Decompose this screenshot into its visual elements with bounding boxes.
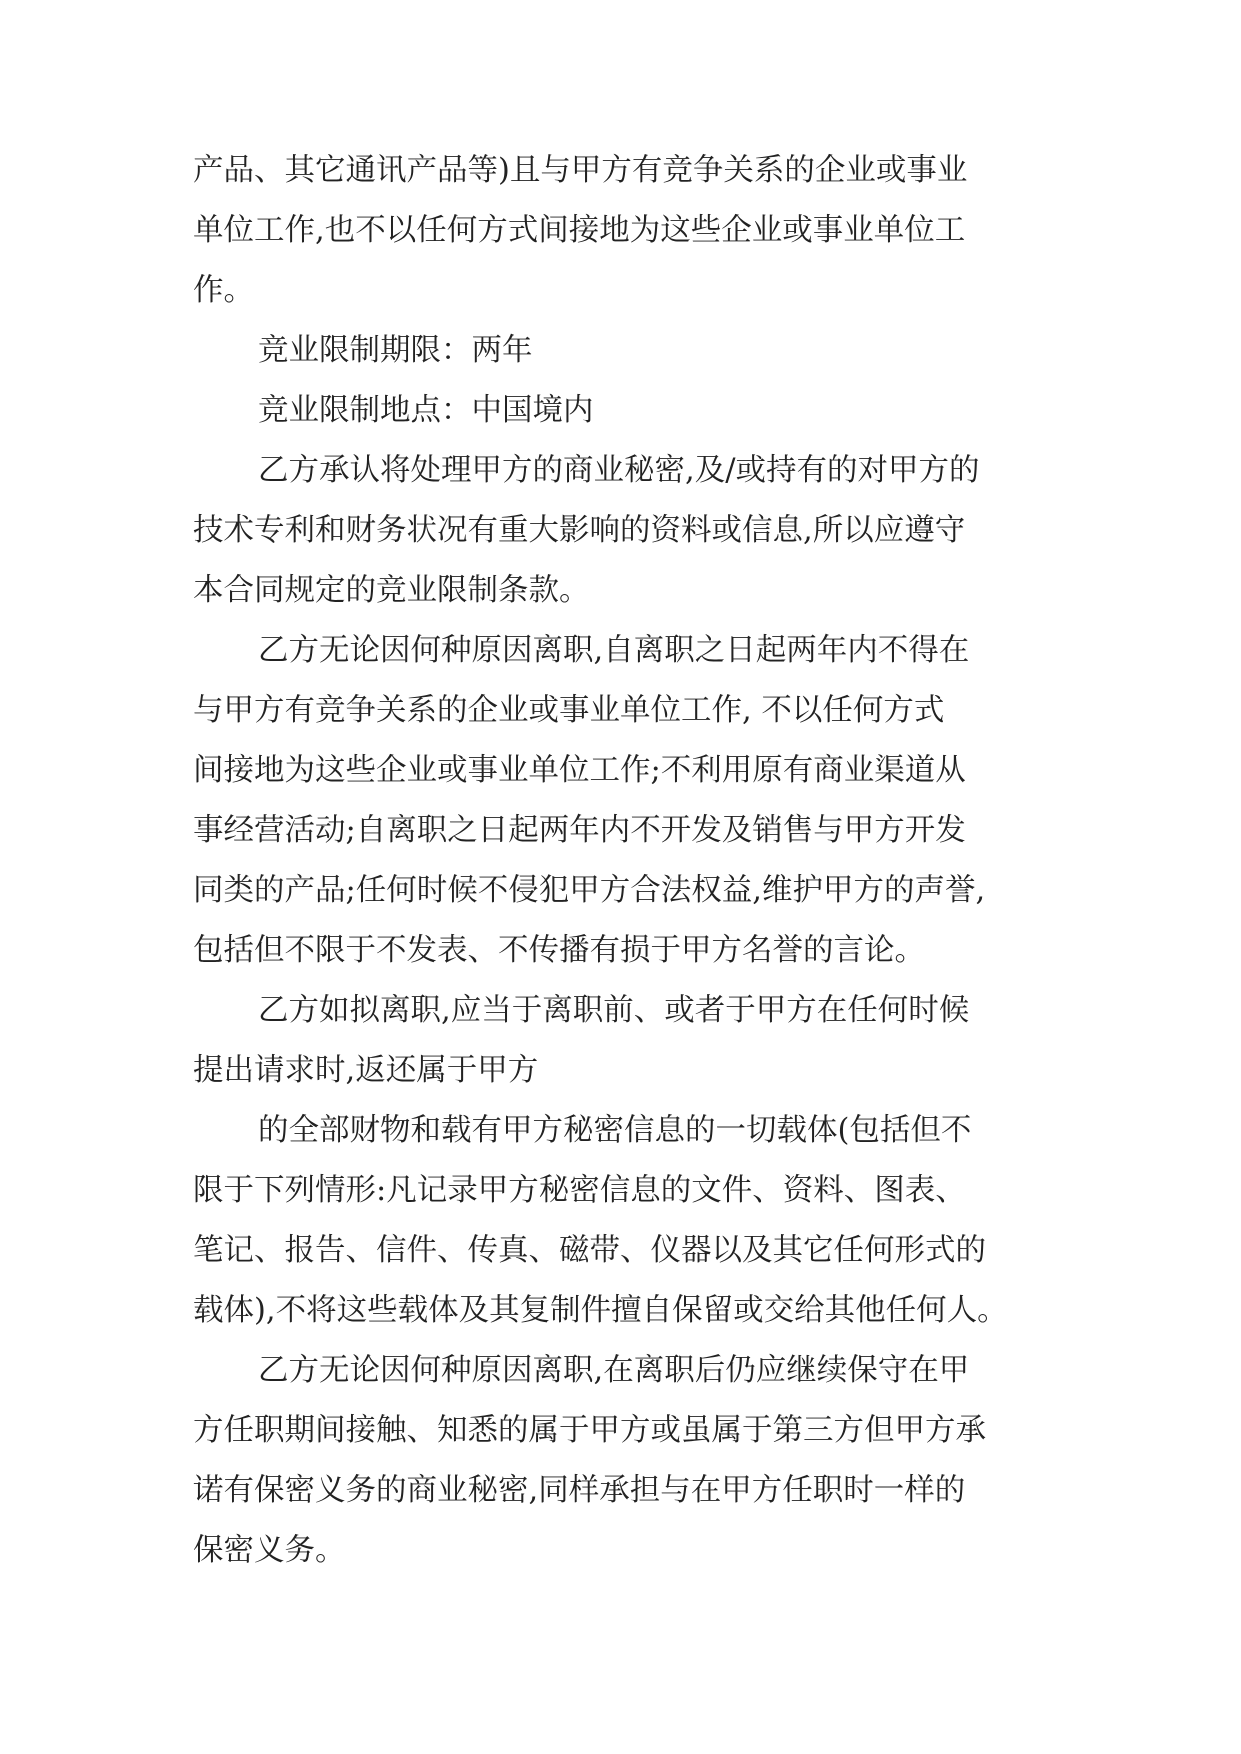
text-line: 间接地为这些企业或事业单位工作;不利用原有商业渠道从 — [193, 753, 966, 788]
text-line: 作。 — [193, 273, 254, 308]
text-line: 诺有保密义务的商业秘密,同样承担与在甲方任职时一样的 — [193, 1473, 966, 1508]
text-line: 笔记、报告、信件、传真、磁带、仪器以及其它任何形式的 — [193, 1233, 986, 1268]
text-line: 方任职期间接触、知悉的属于甲方或虽属于第三方但甲方承 — [193, 1413, 986, 1448]
text-line: 载体),不将这些载体及其复制件擅自保留或交给其他任何人。 — [193, 1293, 1008, 1328]
text-line: 乙方承认将处理甲方的商业秘密,及/或持有的对甲方的 — [258, 453, 980, 488]
text-line: 限于下列情形:凡记录甲方秘密信息的文件、资料、图表、 — [193, 1173, 966, 1208]
text-line: 单位工作,也不以任何方式间接地为这些企业或事业单位工 — [193, 213, 966, 248]
text-line: 的全部财物和载有甲方秘密信息的一切载体(包括但不 — [258, 1113, 972, 1148]
text-line: 提出请求时,返还属于甲方 — [193, 1053, 539, 1088]
text-line: 竞业限制地点：中国境内 — [258, 393, 594, 428]
text-line: 产品、其它通讯产品等)且与甲方有竞争关系的企业或事业 — [193, 153, 968, 188]
text-line: 事经营活动;自离职之日起两年内不开发及销售与甲方开发 — [193, 813, 966, 848]
text-line: 乙方如拟离职,应当于离职前、或者于甲方在任何时候 — [258, 993, 970, 1028]
text-line: 竞业限制期限：两年 — [258, 333, 533, 368]
text-line: 本合同规定的竞业限制条款。 — [193, 573, 590, 608]
text-line: 同类的产品;任何时候不侵犯甲方合法权益,维护甲方的声誉, — [193, 873, 986, 908]
text-line: 与甲方有竞争关系的企业或事业单位工作, 不以任何方式 — [193, 693, 945, 728]
text-line: 包括但不限于不发表、不传播有损于甲方名誉的言论。 — [193, 933, 925, 968]
text-line: 保密义务。 — [193, 1533, 346, 1568]
text-line: 乙方无论因何种原因离职,在离职后仍应继续保守在甲 — [258, 1353, 970, 1388]
text-line: 技术专利和财务状况有重大影响的资料或信息,所以应遵守 — [193, 513, 966, 548]
text-line: 乙方无论因何种原因离职,自离职之日起两年内不得在 — [258, 633, 970, 668]
